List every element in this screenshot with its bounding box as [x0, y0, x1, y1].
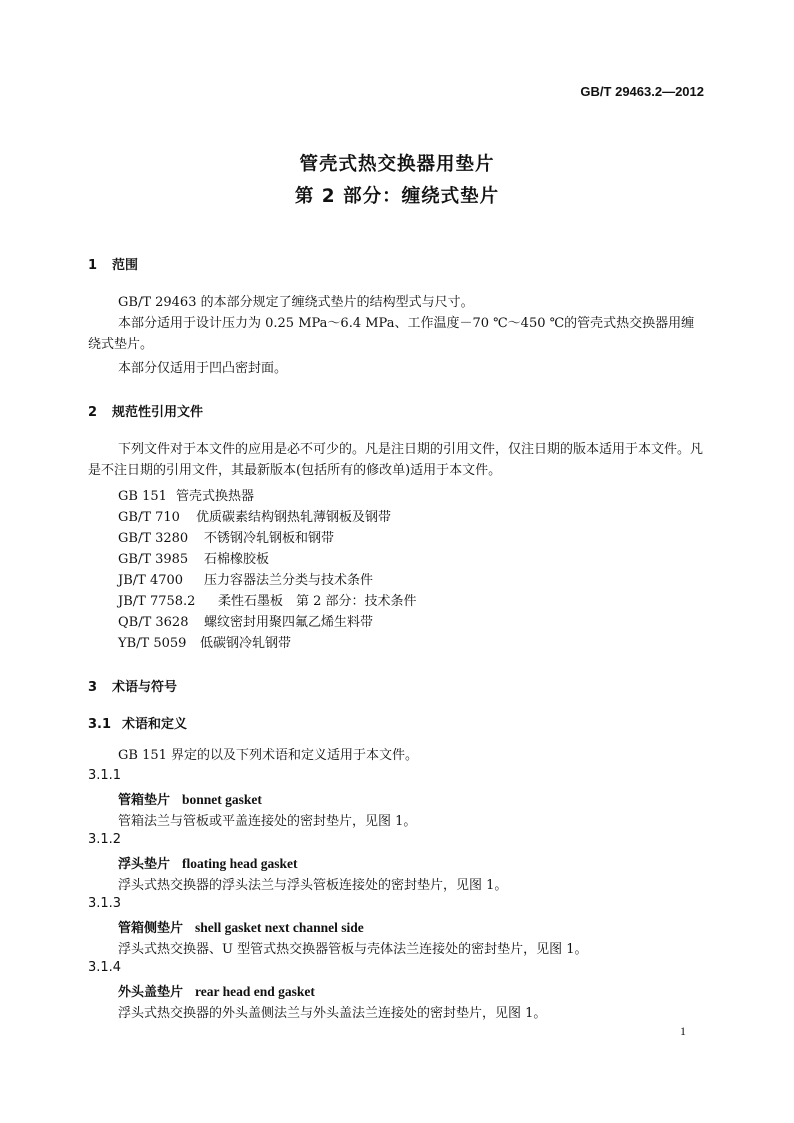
reference-code: GB 151 — [118, 489, 167, 504]
term-zh: 管箱垫片 — [118, 793, 171, 808]
term-en: bonnet gasket — [182, 792, 262, 807]
term-name — [118, 917, 364, 936]
reference-item — [118, 590, 417, 609]
reference-title: 石棉橡胶板 — [204, 552, 270, 567]
subsection-heading — [88, 713, 187, 732]
paragraph: 下列文件对于本文件的应用是必不可少的。凡是注日期的引用文件，仅注日期的版本适用于本文件。凡是不注日期的引用文件，其最新版本(包括所有的修改单)适用于本文件。 — [88, 442, 704, 478]
term-number: 3.1.2 — [88, 832, 122, 847]
reference-item — [118, 485, 254, 504]
reference-item — [118, 527, 334, 546]
term-definition: 浮头式热交换器的浮头法兰与浮头管板连接处的密封垫片，见图 1。 — [118, 878, 508, 893]
term-name — [118, 981, 315, 1000]
term-en: floating head gasket — [182, 856, 298, 871]
reference-title: 不锈钢冷轧钢板和钢带 — [204, 531, 335, 546]
paragraph: GB 151 界定的以及下列术语和定义适用于本文件。 — [118, 748, 419, 763]
reference-code: GB/T 710 — [118, 510, 180, 525]
paragraph: GB/T 29463 的本部分规定了缠绕式垫片的结构型式与尺寸。 — [118, 295, 474, 310]
reference-code: JB/T 4700 — [118, 573, 184, 588]
reference-title: 柔性石墨板 第 2 部分：技术条件 — [218, 594, 417, 609]
section-number: 2 — [88, 405, 98, 420]
page-number: 1 — [680, 1024, 686, 1038]
reference-item — [118, 611, 373, 630]
term-name — [118, 853, 298, 872]
section-number: 1 — [88, 258, 98, 273]
section-number: 3 — [88, 680, 98, 695]
reference-code: QB/T 3628 — [118, 615, 189, 630]
reference-item — [118, 548, 269, 567]
reference-title: 管壳式换热器 — [176, 489, 255, 504]
section-title: 规范性引用文件 — [112, 405, 204, 420]
term-number: 3.1.4 — [88, 960, 122, 975]
reference-code: JB/T 7758.2 — [118, 594, 196, 609]
subsection-number: 3.1 — [88, 717, 112, 732]
document-subtitle: 第 2 部分：缠绕式垫片 — [294, 186, 500, 207]
section-title: 术语与符号 — [112, 680, 178, 695]
document-title: 管壳式热交换器用垫片 — [299, 154, 495, 175]
term-zh: 外头盖垫片 — [118, 985, 184, 1000]
paragraph: 本部分仅适用于凹凸密封面。 — [118, 361, 288, 376]
reference-title: 压力容器法兰分类与技术条件 — [204, 573, 374, 588]
term-en: rear head end gasket — [195, 984, 315, 999]
reference-title: 低碳钢冷轧钢带 — [200, 636, 292, 651]
section-1-heading — [88, 254, 138, 273]
reference-title: 优质碳素结构钢热轧薄钢板及钢带 — [196, 510, 392, 525]
reference-item — [118, 506, 391, 525]
reference-code: YB/T 5059 — [118, 636, 187, 651]
term-name — [118, 789, 262, 808]
section-title: 范围 — [112, 258, 139, 273]
term-en: shell gasket next channel side — [195, 920, 364, 935]
term-number: 3.1.1 — [88, 768, 122, 783]
reference-code: GB/T 3985 — [118, 552, 189, 567]
section-3-heading — [88, 676, 177, 695]
term-number: 3.1.3 — [88, 896, 122, 911]
term-definition: 浮头式热交换器、U 型管式热交换器管板与壳体法兰连接处的密封垫片，见图 1。 — [118, 942, 588, 957]
term-zh: 管箱侧垫片 — [118, 921, 184, 936]
section-2-heading — [88, 401, 203, 420]
reference-code: GB/T 3280 — [118, 531, 189, 546]
term-definition: 浮头式热交换器的外头盖侧法兰与外头盖法兰连接处的密封垫片，见图 1。 — [118, 1006, 547, 1021]
standard-code: GB/T 29463.2—2012 — [580, 84, 704, 99]
paragraph: 本部分适用于设计压力为 0.25 MPa～6.4 MPa、工作温度－70 ℃～450 ℃的管壳式热交换器用缠绕式垫片。 — [88, 316, 695, 352]
reference-title: 螺纹密封用聚四氟乙烯生料带 — [204, 615, 374, 630]
reference-item — [118, 569, 373, 588]
term-definition: 管箱法兰与管板或平盖连接处的密封垫片，见图 1。 — [118, 814, 417, 829]
reference-item — [118, 632, 291, 651]
subsection-title: 术语和定义 — [122, 717, 188, 732]
term-zh: 浮头垫片 — [118, 857, 171, 872]
